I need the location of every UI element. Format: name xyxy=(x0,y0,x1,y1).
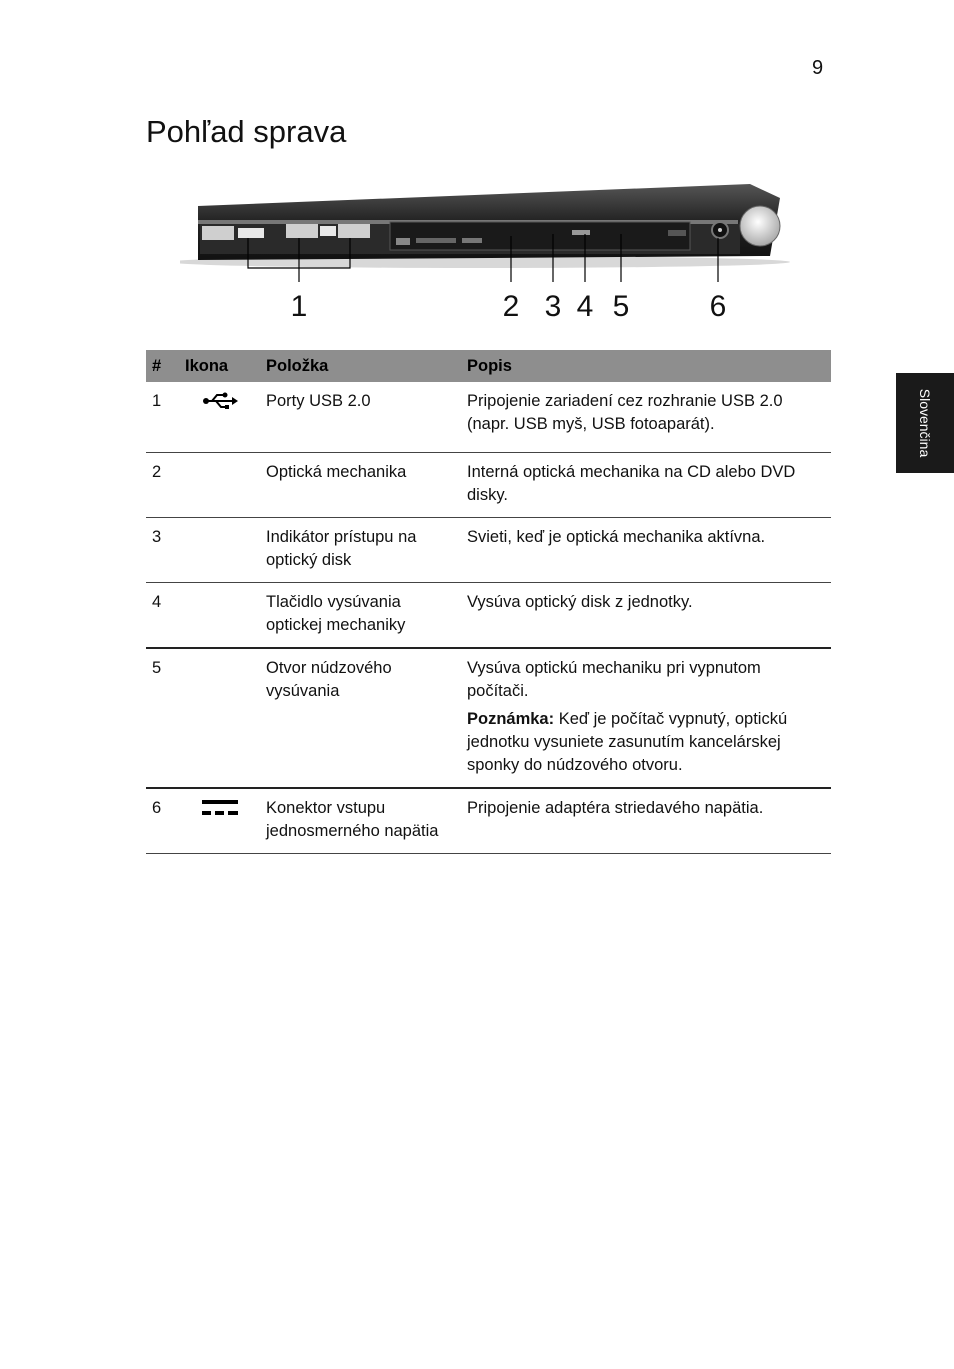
table-header-row xyxy=(146,350,831,382)
laptop-right-side-figure xyxy=(180,176,800,326)
row-desc: Vysúva optický disk z jednotky. xyxy=(461,582,831,648)
row-num: 4 xyxy=(146,582,179,648)
header-icon: Ikona xyxy=(179,350,260,382)
note-label: Poznámka: xyxy=(467,709,555,728)
table-row xyxy=(146,648,831,788)
row-note xyxy=(467,708,825,777)
row-desc: Interná optická mechanika na CD alebo DVD disky. xyxy=(461,452,831,517)
laptop-illustration xyxy=(180,176,800,326)
table-row xyxy=(146,382,831,452)
ports-table xyxy=(146,350,831,854)
row-num: 6 xyxy=(146,788,179,854)
row-item: Tlačidlo vysúvania optickej mechaniky xyxy=(260,582,461,648)
row-item: Optická mechanika xyxy=(260,452,461,517)
usb-port xyxy=(338,224,370,238)
language-side-tab xyxy=(896,373,954,473)
dc-in-icon xyxy=(202,805,238,823)
usb-port xyxy=(202,226,234,240)
row-desc: Svieti, keď je optická mechanika aktívna. xyxy=(461,517,831,582)
row-item: Konektor vstupu jednosmerného napätia xyxy=(260,788,461,854)
row-num: 2 xyxy=(146,452,179,517)
callout-1: 1 xyxy=(290,290,308,323)
callout-6: 6 xyxy=(709,290,727,323)
header-num: # xyxy=(146,350,179,382)
row-desc: Pripojenie zariadení cez rozhranie USB 2.0 (napr. USB myš, USB fotoaparát). xyxy=(461,382,831,452)
callout-5: 5 xyxy=(612,290,630,323)
row-desc: Pripojenie adaptéra striedavého napätia. xyxy=(461,788,831,854)
row-item: Porty USB 2.0 xyxy=(260,382,461,452)
header-desc: Popis xyxy=(461,350,831,382)
row-num: 1 xyxy=(146,382,179,452)
usb-port xyxy=(286,224,318,238)
usb-icon xyxy=(202,398,238,416)
page-title: Pohľad sprava xyxy=(146,114,347,149)
callout-4: 4 xyxy=(576,290,594,323)
note-text: Keď je počítač vypnutý, optickú jednotku vysuniete zasunutím kancelárskej sponky do núdzového otvoru. xyxy=(467,709,788,774)
row-num: 3 xyxy=(146,517,179,582)
page-number: 9 xyxy=(812,57,824,79)
callout-2: 2 xyxy=(502,290,520,323)
table-row xyxy=(146,788,831,854)
callout-3: 3 xyxy=(544,290,562,323)
row-num: 5 xyxy=(146,648,179,788)
optical-drive xyxy=(390,222,690,250)
row-item: Otvor núdzového vysúvania xyxy=(260,648,461,788)
table-row xyxy=(146,517,831,582)
language-label: Slovenčina xyxy=(917,388,933,458)
table-row xyxy=(146,582,831,648)
eject-button xyxy=(572,230,590,235)
header-item: Položka xyxy=(260,350,461,382)
row-item: Indikátor prístupu na optický disk xyxy=(260,517,461,582)
hinge-cap xyxy=(740,206,780,246)
row-desc: Vysúva optickú mechaniku pri vypnutom počítači. xyxy=(467,658,761,700)
table-row xyxy=(146,452,831,517)
